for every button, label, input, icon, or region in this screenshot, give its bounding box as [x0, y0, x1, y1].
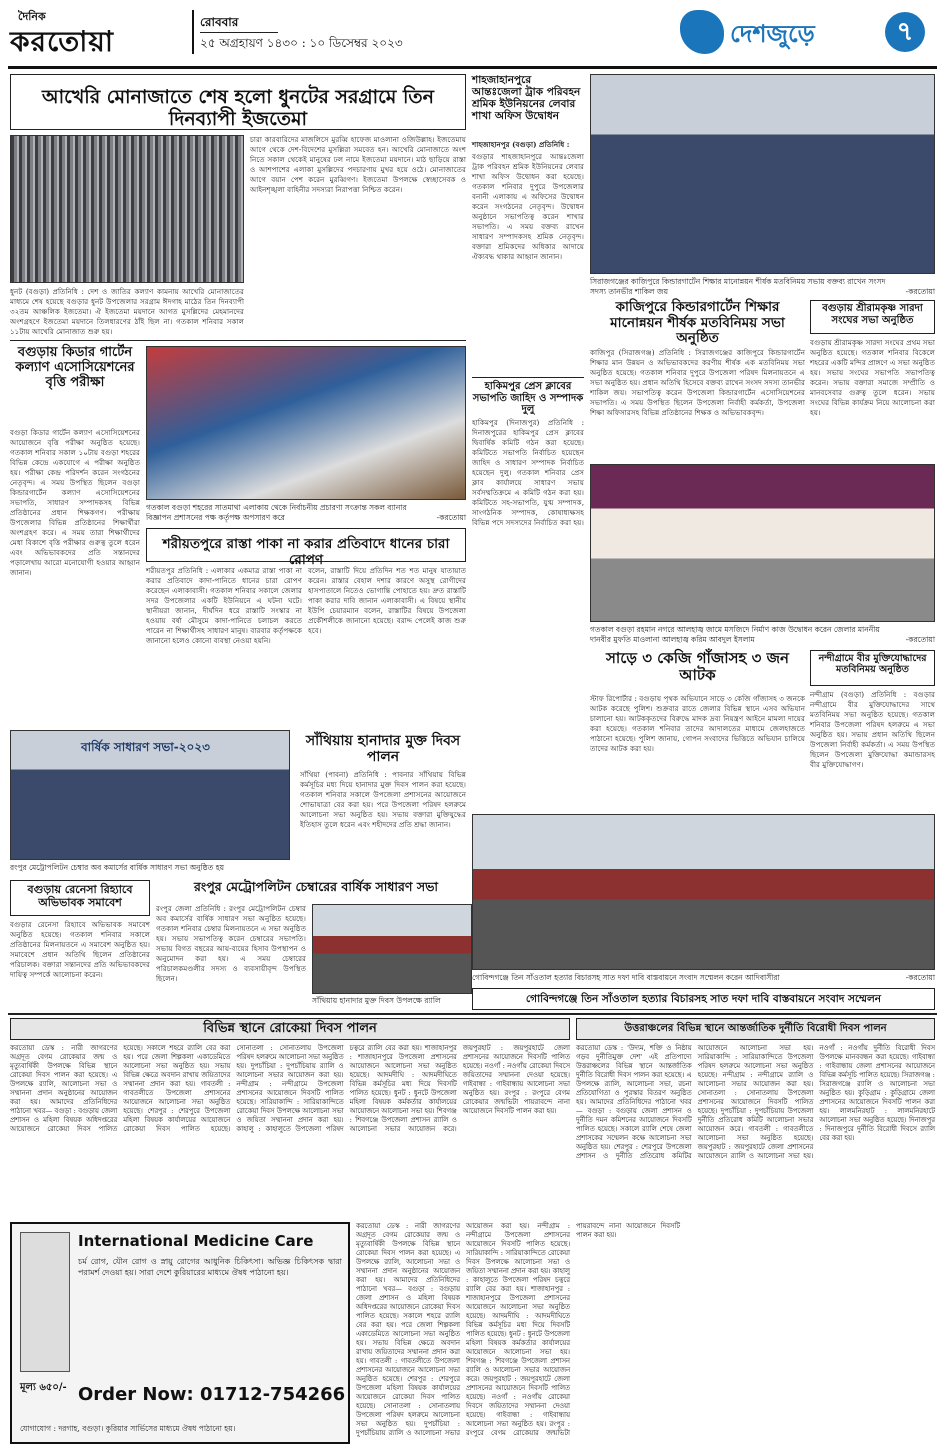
- renesa-headline: বগুড়ায় রেনেসা রিহ্যাবে অভিভাবক সমাবেশ: [27, 883, 133, 909]
- ijtema-headline-box: [10, 74, 466, 130]
- ijtema-body-cont: চারা কারবারিদের মাজলিসে মুরব্বি হাফেজ মাওলানা ওজিউল্লাহ। ইজতেমায় আগে থেকে দেশ-বিদেশের মুসল্লিরা সমবেত হন। আখেরি মোনাজাতে অংশ নিতে সকাল থেকেই মানুষের ঢল নামে ইজতেমা ময়দানে। মাঠ ছাড়িয়ে রাস্তা ও আশপাশের এলাকা মুসল্লিদের পদচারণায় মুখর হয়ে ওঠে। মোনাজাতের আগে বয়ান পেশ করেন মুরব্বিগণ। ইজতেমা উপলক্ষে স্বেচ্ছাসেবক ও আইনশৃঙ্খলা বাহিনীর সদস্যরা নিরাপত্তা নিশ্চিত করেন।: [250, 135, 466, 194]
- sarada-body: বগুড়ায় শ্রীরামকৃষ্ণ সারদা সংঘের প্রথম সভা অনুষ্ঠিত হয়েছে। গতকাল শনিবার বিকেলে শহরের একটি মন্দির প্রাঙ্গণে এ সভা অনুষ্ঠিত হয়। সভায় সংঘের সভাপতি সভাপতিত্ব করেন। সভায় বক্তারা সমাজে সম্প্রীতি ও মানবসেবার গুরুত্ব তুলে ধরেন। সভায় সংঘের বিভিন্ন কার্যক্রম নিয়ে আলোচনা করা হয়।: [810, 338, 935, 417]
- mosque-photo: [590, 464, 935, 622]
- rokeya-body-cont: করতোয়া ডেস্ক : নারী জাগরণের অগ্রদূত বেগম রোকেয়ার জন্ম ও মৃত্যুবার্ষিকী উপলক্ষে বিভিন্ন স্থানে রোকেয়া দিবস পালন করা হয়েছে। এ উপলক্ষে র‍্যালি, আলোচনা সভা ও সম্মাননা প্রদান অনুষ্ঠানের আয়োজন করা হয়। আমাদের প্রতিনিধিদের পাঠানো খবর— বগুড়া : বগুড়ায় জেলা প্রশাসন ও মহিলা বিষয়ক অধিদপ্তরের আয়োজনে রোকেয়া দিবস পালিত হয়েছে। সকালে শহরে র‍্যালি বের করা হয়। পরে জেলা শিল্পকলা একাডেমিতে আলোচনা সভা অনুষ্ঠিত হয়। সভায় বিভিন্ন ক্ষেত্রে অবদান রাখায় জয়িতাদের সম্মাননা প্রদান করা হয়। গাবতলী : গাবতলীতে উপজেলা প্রশাসনের আয়োজনে আলোচনা সভা অনুষ্ঠিত হয়েছে। শেরপুর : শেরপুরে উপজেলা মহিলা বিষয়ক কার্যালয়ের আয়োজনে রোকেয়া দিবস পালিত হয়েছে। সোনাতলা : সোনাতলায় উপজেলা পরিষদ হলরুমে আলোচনা সভা অনুষ্ঠিত হয়। দুপচাঁচিয়া : দুপচাঁচিয়ায় র‍্যালি ও আলোচনা সভার আয়োজন করা হয়। নন্দীগ্রাম : নন্দীগ্রামে উপজেলা প্রশাসনের আয়োজনে দিবসটি পালিত হয়েছে। সারিয়াকান্দি : সারিয়াকান্দিতে রোকেয়া দিবস উপলক্ষে আলোচনা সভা ও জয়িতা সম্মাননা প্রদান করা হয়। কাহালু : কাহালুতে উপজেলা পরিষদ চত্বরে র‍্যালি বের করা হয়। শাজাহানপুর : শাজাহানপুরে উপজেলা প্রশাসনের আয়োজনে আলোচনা সভা অনুষ্ঠিত হয়েছে। আদমদীঘি : আদমদীঘিতে বিভিন্ন কর্মসূচির মধ্য দিয়ে দিবসটি পালিত হয়েছে। ধুনট : ধুনটে উপজেলা মহিলা বিষয়ক কর্মকর্তার কার্যালয়ের আয়োজনে আলোচনা সভা হয়। শিবগঞ্জ : শিবগঞ্জে উপজেলা প্রশাসন র‍্যালি ও আলোচনা সভার আয়োজন করে। জয়পুরহাট : জয়পুরহাটে জেলা প্রশাসনের আয়োজনে দিবসটি পালিত হয়েছে। নওগাঁ : নওগাঁয় রোকেয়া দিবসে জয়িতাদের সম্মাননা দেওয়া হয়েছে। গাইবান্ধা : গাইবান্ধায় আলোচনা সভা অনুষ্ঠিত হয়। রংপুর : রংপুরে বেগম রোকেয়ার জন্মভিটা পায়রাবন্দে নানা আয়োজনে দিবসটি পালন করা হয়।: [356, 1222, 680, 1437]
- anticorruption-body: করতোয়া ডেস্ক : 'উদ্যম, শক্তি ও নিষ্ঠায় গড়ব দুর্নীতিমুক্ত দেশ' এই প্রতিপাদ্যে উত্তরাঞ্চলের বিভিন্ন স্থানে আন্তর্জাতিক দুর্নীতি বিরোধী দিবস পালন করা হয়েছে। এ উপলক্ষে র‍্যালি, আলোচনা সভা, রচনা প্রতিযোগিতা ও পুরস্কার বিতরণ অনুষ্ঠিত হয়। আমাদের প্রতিনিধিদের পাঠানো খবর— বগুড়া : বগুড়ায় জেলা প্রশাসন ও দুর্নীতি দমন কমিশনের আয়োজনে দিবসটি পালিত হয়েছে। সকালে র‍্যালি শেষে জেলা প্রশাসকের সম্মেলন কক্ষে আলোচনা সভা অনুষ্ঠিত হয়। শেরপুর : শেরপুরে উপজেলা প্রশাসন ও দুর্নীতি প্রতিরোধ কমিটির আয়োজনে আলোচনা সভা হয়। সারিয়াকান্দি : সারিয়াকান্দিতে উপজেলা পরিষদ হলরুমে আলোচনা সভা অনুষ্ঠিত হয়েছে। নন্দীগ্রাম : নন্দীগ্রামে র‍্যালি ও আলোচনা সভার আয়োজন করা হয়। সোনাতলা : সোনাতলায় উপজেলা প্রশাসনের আয়োজনে দিবসটি পালিত হয়েছে। দুপচাঁচিয়া : দুপচাঁচিয়ায় উপজেলা দুর্নীতি প্রতিরোধ কমিটি আলোচনা সভার আয়োজন করে। গাবতলী : গাবতলীতে আলোচনা সভা অনুষ্ঠিত হয়েছে। জয়পুরহাট : জয়পুরহাটে জেলা প্রশাসনের আয়োজনে র‍্যালি ও আলোচনা সভা হয়। নওগাঁ : নওগাঁয় দুর্নীতি বিরোধী দিবস উপলক্ষে মানববন্ধন করা হয়েছে। গাইবান্ধা : গাইবান্ধায় জেলা প্রশাসনের আয়োজনে বিভিন্ন কর্মসূচি পালিত হয়েছে। সিরাজগঞ্জ : সিরাজগঞ্জে র‍্যালি ও আলোচনা সভা অনুষ্ঠিত হয়। কুড়িগ্রাম : কুড়িগ্রামে জেলা প্রশাসনের আয়োজনে দিবসটি পালন করা হয়। লালমনিরহাট : লালমনিরহাটে আলোচনা সভা অনুষ্ঠিত হয়েছে। দিনাজপুর : দিনাজপুরে দুর্নীতি বিরোধী দিবসে র‍্যালি বের করা হয়।: [576, 1044, 935, 1160]
- section-title: দেশজুড়ে: [730, 20, 815, 48]
- kazipur-body: কাজিপুর (সিরাজগঞ্জ) প্রতিনিধি : সিরাজগঞ্জের কাজিপুরে কিন্ডারগার্টেন শিক্ষার মান উন্নয়ন ও অভিভাবকদের করণীয় শীর্ষক এক মতবিনিময় সভা অনুষ্ঠিত হয়েছে। গতকাল শনিবার দুপুরে উপজেলা পরিষদ মিলনায়তনে এ সভা অনুষ্ঠিত হয়। প্রধান অতিথি হিসেবে বক্তব্য রাখেন সংসদ সদস্য তানভীর শাকিল জয়। সভাপতিত্ব করেন উপজেলা কিন্ডারগার্টেন এসোসিয়েশনের সভাপতি। এ সময় উপস্থিত ছিলেন উপজেলা নির্বাহী কর্মকর্তা, উপজেলা শিক্ষা অফিসারসহ বিভিন্ন প্রতিষ্ঠানের শিক্ষক ও অভিভাবকবৃন্দ।: [590, 348, 805, 417]
- photo-credit: -করতোয়া: [905, 635, 935, 644]
- press-club-body: হাকিমপুর (দিনাজপুর) প্রতিনিধি : দিনাজপুরের হাকিমপুর প্রেস ক্লাবের দ্বিবার্ষিক কমিটি গঠন করা হয়েছে। কমিটিতে সভাপতি নির্বাচিত হয়েছেন জাহিদ ও সাধারণ সম্পাদক নির্বাচিত হয়েছেন দুলু। গতকাল শনিবার প্রেস ক্লাব কার্যালয়ে সাধারণ সভায় সর্বসম্মতিক্রমে এ কমিটি গঠন করা হয়। কমিটিতে সহ-সভাপতি, যুগ্ম সম্পাদক, সাংগঠনিক সম্পাদক, কোষাধ্যক্ষসহ বিভিন্ন পদে সদস্যদের নির্বাচিত করা হয়।: [472, 418, 584, 527]
- agm-banner-text: বার্ষিক সাধারণ সভা-২০২৩: [81, 740, 210, 754]
- mosque-caption: গতকাল বগুড়া রহমান নগরে আলহাজ্ব জামে মসজিদে নির্মাণ কাজ উদ্বোধন করেন জেলার মাননীয় দানবীর মুফতি মাওলানা আলহাজ্ব করিম আবদুল ইসলাম: [590, 625, 880, 644]
- ijtema-photo: [10, 135, 244, 283]
- shahjahanpur-headline: শাহজাহানপুরে আন্তঃজেলা ট্রাক পরিবহন শ্রমিক ইউনিয়নের লেবার শাখা অফিস উদ্বোধন: [472, 74, 581, 123]
- santhia-headline: সাঁথিয়ায় হানাদার মুক্ত দিবস পালন: [305, 733, 461, 766]
- govindaganj-headline: গোবিন্দগঞ্জে তিন সাঁওতাল হত্যার বিচারসহ সাত দফা দাবি বাস্তবায়নে সংবাদ সম্মেলন: [525, 993, 882, 1005]
- rokeya-body: করতোয়া ডেস্ক : নারী জাগরণের অগ্রদূত বেগম রোকেয়ার জন্ম ও মৃত্যুবার্ষিকী উপলক্ষে বিভিন্ন স্থানে রোকেয়া দিবস পালন করা হয়েছে। এ উপলক্ষে র‍্যালি, আলোচনা সভা ও সম্মাননা প্রদান অনুষ্ঠানের আয়োজন করা হয়। আমাদের প্রতিনিধিদের পাঠানো খবর— বগুড়া : বগুড়ায় জেলা প্রশাসন ও মহিলা বিষয়ক অধিদপ্তরের আয়োজনে রোকেয়া দিবস পালিত হয়েছে। সকালে শহরে র‍্যালি বের করা হয়। পরে জেলা শিল্পকলা একাডেমিতে আলোচনা সভা অনুষ্ঠিত হয়। সভায় বিভিন্ন ক্ষেত্রে অবদান রাখায় জয়িতাদের সম্মাননা প্রদান করা হয়। গাবতলী : গাবতলীতে উপজেলা প্রশাসনের আয়োজনে আলোচনা সভা অনুষ্ঠিত হয়েছে। শেরপুর : শেরপুরে উপজেলা মহিলা বিষয়ক কার্যালয়ের আয়োজনে রোকেয়া দিবস পালিত হয়েছে। সোনাতলা : সোনাতলায় উপজেলা পরিষদ হলরুমে আলোচনা সভা অনুষ্ঠিত হয়। দুপচাঁচিয়া : দুপচাঁচিয়ায় র‍্যালি ও আলোচনা সভার আয়োজন করা হয়। নন্দীগ্রাম : নন্দীগ্রামে উপজেলা প্রশাসনের আয়োজনে দিবসটি পালিত হয়েছে। সারিয়াকান্দি : সারিয়াকান্দিতে রোকেয়া দিবস উপলক্ষে আলোচনা সভা ও জয়িতা সম্মাননা প্রদান করা হয়। কাহালু : কাহালুতে উপজেলা পরিষদ চত্বরে র‍্যালি বের করা হয়। শাজাহানপুর : শাজাহানপুরে উপজেলা প্রশাসনের আয়োজনে আলোচনা সভা অনুষ্ঠিত হয়েছে। আদমদীঘি : আদমদীঘিতে বিভিন্ন কর্মসূচির মধ্য দিয়ে দিবসটি পালিত হয়েছে। ধুনট : ধুনটে উপজেলা মহিলা বিষয়ক কর্মকর্তার কার্যালয়ের আয়োজনে আলোচনা সভা হয়। শিবগঞ্জ : শিবগঞ্জে উপজেলা প্রশাসন র‍্যালি ও আলোচনা সভার আয়োজন করে। জয়পুরহাট : জয়পুরহাটে জেলা প্রশাসনের আয়োজনে দিবসটি পালিত হয়েছে। নওগাঁ : নওগাঁয় রোকেয়া দিবসে জয়িতাদের সম্মাননা দেওয়া হয়েছে। গাইবান্ধা : গাইবান্ধায় আলোচনা সভা অনুষ্ঠিত হয়। রংপুর : রংপুরে বেগম রোকেয়ার জন্মভিটা পায়রাবন্দে নানা আয়োজনে দিবসটি পালন করা হয়।: [10, 1044, 570, 1133]
- ad-text: চর্ম রোগ, যৌন রোগ ও স্নায়ু রোগের আধুনিক চিকিৎসা। অভিজ্ঞ চিকিৎসক দ্বারা পরামর্শ দেওয়া হয়। সারা দেশে কুরিয়ারের মাধ্যমে ঔষধ পাঠানো হয়।: [78, 1257, 342, 1277]
- renesa-headline-box: [10, 880, 150, 916]
- page-number: ৭: [885, 12, 925, 52]
- chamber-headline: রংপুর মেট্রোপলিটন চেম্বারের বার্ষিক সাধারণ সভা: [193, 879, 439, 894]
- photo-credit: -করতোয়া: [905, 973, 935, 982]
- photo-credit: -করতোয়া: [436, 513, 466, 522]
- kazipur-caption: সিরাজগঞ্জের কাজিপুরে কিন্ডারগার্টেন শিক্ষার মানোন্নয়ন শীর্ষক মতবিনিময় সভায় বক্তব্য রাখেন সংসদ সদস্য তানভীর শাকিল জয়: [590, 277, 886, 296]
- freedom-fighter-body: নন্দীগ্রাম (বগুড়া) প্রতিনিধি : বগুড়ার নন্দীগ্রামে বীর মুক্তিযোদ্ধাদের সাথে মতবিনিময় সভা অনুষ্ঠিত হয়েছে। গতকাল শনিবার উপজেলা পরিষদ হলরুমে এ সভা অনুষ্ঠিত হয়। সভায় প্রধান অতিথি ছিলেন উপজেলা নির্বাহী কর্মকর্তা। এ সময় উপস্থিত ছিলেন উপজেলা মুক্তিযোদ্ধা কমান্ডারসহ বীর মুক্তিযোদ্ধাগণ।: [810, 690, 935, 769]
- anticorruption-headline-box: [576, 1018, 935, 1040]
- sarada-headline: বগুড়ায় শ্রীরামকৃষ্ণ সারদা সংঘের সভা অনুষ্ঠিত: [822, 303, 923, 326]
- press-club-headline: হাকিমপুর প্রেস ক্লাবের সভাপতি জাহিদ ও সম্পাদক দুলু: [472, 381, 584, 415]
- rally-photo: [472, 814, 935, 970]
- chamber-body: রংপুর জেলা প্রতিনিধি : রংপুর মেট্রোপলিটন চেম্বার অব কমার্সের বার্ষিক সাধারণ সভা অনুষ্ঠিত হয়েছে। গতকাল শনিবার চেম্বার মিলনায়তনে এ সভা অনুষ্ঠিত হয়। সভায় সভাপতিত্ব করেন চেম্বারের সভাপতি। সভায় বিগত বছরের আয়-ব্যয়ের হিসাব উপস্থাপন ও অনুমোদন করা হয়। এ সময় চেম্বারের পরিচালকমণ্ডলীর সদস্য ও ব্যবসায়ীবৃন্দ উপস্থিত ছিলেন।: [156, 904, 306, 983]
- shahjahanpur-body: বগুড়ার শাহজাহানপুরে আন্তঃজেলা ট্রাক পরিবহন শ্রমিক ইউনিয়নের লেবার শাখা অফিস উদ্বোধন করা হয়েছে। গতকাল শনিবার দুপুরে উপজেলার বনানী এলাকায় এ অফিসের উদ্বোধন করেন সংগঠনের নেতৃবৃন্দ। উদ্বোধন অনুষ্ঠানে সভাপতিত্ব করেন শাখার সভাপতি। এ সময় বক্তব্য রাখেন সাধারণ সম্পাদকসহ শ্রমিক নেতৃবৃন্দ। বক্তারা শ্রমিকদের অধিকার আদায়ে ঐক্যবদ্ধ থাকার আহ্বান জানান।: [472, 152, 584, 261]
- shariatpur-headline: শরীয়তপুরে রাস্তা পাকা না করার প্রতিবাদে ধানের চারা রোপণ: [162, 536, 450, 568]
- header-divider: [192, 10, 194, 54]
- kg-body: বগুড়া কিডার গার্টেন কল্যাণ এসোসিয়েশনের আয়োজনে বৃত্তি পরীক্ষা অনুষ্ঠিত হয়েছে। গতকাল শনিবার সকাল ১০টায় বগুড়া শহরের বিভিন্ন কেন্দ্রে একযোগে এ পরীক্ষা অনুষ্ঠিত হয়। পরীক্ষা কেন্দ্র পরিদর্শন করেন সংগঠনের নেতৃবৃন্দ। এ সময় উপস্থিত ছিলেন বগুড়া কিন্ডারগার্টেন কল্যাণ এসোসিয়েশনের সভাপতি, সাধারণ সম্পাদকসহ বিভিন্ন প্রতিষ্ঠানের প্রধান শিক্ষকগণ। পরীক্ষায় উপজেলার বিভিন্ন প্রতিষ্ঠানের শিক্ষার্থীরা অংশগ্রহণ করে। এ সময় তারা শিক্ষার্থীদের মেধা বিকাশে বৃত্তি পরীক্ষার গুরুত্ব তুলে ধরেন এবং অভিভাবকদের প্রতি সন্তানদের পড়ালেখায় আরো মনোযোগী হওয়ার আহ্বান জানান।: [10, 428, 140, 577]
- masthead-name: করতোয়া: [10, 25, 114, 58]
- govindaganj-headline-box: [472, 988, 935, 1010]
- kazipur-headline: কাজিপুরে কিন্ডারগার্টেন শিক্ষার মানোন্নয়ন শীর্ষক মতবিনিময় সভা অনুষ্ঠিত: [610, 299, 785, 347]
- santhia-body: সাঁথিয়া (পাবনা) প্রতিনিধি : পাবনার সাঁথিয়ায় বিভিন্ন কর্মসূচির মধ্য দিয়ে হানাদার মুক্ত দিবস পালন করা হয়েছে। গতকাল শনিবার সকালে উপজেলা প্রশাসনের আয়োজনে শোভাযাত্রা বের করা হয়। পরে উপজেলা পরিষদ হলরুমে আলোচনা সভা অনুষ্ঠিত হয়। সভায় বক্তারা মুক্তিযুদ্ধের ইতিহাস তুলে ধরেন এবং শহীদদের প্রতি শ্রদ্ধা জানান।: [300, 770, 466, 829]
- ad-order-label: Order Now:: [78, 1384, 194, 1405]
- street-caption: গতকাল বগুড়া শহরের সাতমাথা এলাকায় থেকে নির্বাচনীয় প্রচারণা সংক্রান্ত সকল ব্যানার বিজ্ঞাপন প্রশাসনের পক্ষ কর্তৃপক্ষ অপসারণ করে: [146, 503, 407, 522]
- anticorruption-headline: উত্তরাঞ্চলের বিভিন্ন স্থানে আন্তর্জাতিক দুর্নীতি বিরোধী দিবস পালন: [624, 1023, 887, 1034]
- ad-footer: যোগাযোগ : দরগাহ, বগুড়া। কুরিয়ার সার্ভিসের মাধ্যমে ঔষধ পাঠানো হয়।: [20, 1424, 236, 1433]
- agm-caption: রংপুর মেট্রোপলিটন চেম্বার অব কমার্সের বার্ষিক সাধারণ সভা অনুষ্ঠিত হয়: [10, 863, 225, 872]
- rokeya-headline-box: [10, 1018, 570, 1040]
- freedom-fighter-headline-box: [810, 650, 935, 686]
- ganja-headline: সাড়ে ৩ কেজি গাঁজাসহ ৩ জন আটক: [605, 649, 789, 685]
- ijtema-body: ধুনট (বগুড়া) প্রতিনিধি : দেশ ও জাতির কল্যাণ কামনায় আখেরি মোনাজাতের মাধ্যমে শেষ হয়েছে বগুড়ার ধুনট উপজেলার সরগ্রাম ঈদগাহ মাঠের তিন দিনব্যাপী ৩২তম আঞ্চলিক ইজতেমা। ঐ ইজতেমা ময়দানে আগত মুসল্লিদের মেহমানদের অংশগ্রহণে ইজতেমা ময়দানে তিলধারণের ঠাঁই ছিল না। গতকাল শনিবার সকাল ১১টায় আখেরি মোনাজাত শুরু হয়।: [10, 287, 244, 336]
- issue-full-date: ২৫ অগ্রহায়ণ ১৪৩০ : ১০ ডিসেম্বর ২০২৩: [200, 36, 403, 50]
- medicine-bottle-image: [20, 1232, 70, 1372]
- ganja-body: স্টাফ রিপোর্টার : বগুড়ায় পৃথক অভিযানে সাড়ে ৩ কেজি গাঁজাসহ ৩ জনকে আটক করেছে পুলিশ। শুক্রবার রাতে জেলার বিভিন্ন স্থানে এসব অভিযান চালানো হয়। আটককৃতদের বিরুদ্ধে মাদক দ্রব্য নিয়ন্ত্রণ আইনে মামলা দায়ের করা হয়েছে। গতকাল শনিবার তাদের আদালতের মাধ্যমে জেলহাজতে পাঠানো হয়েছে। পুলিশ জানায়, গোপন সংবাদের ভিত্তিতে অভিযান চালিয়ে তাদের আটক করা হয়।: [590, 694, 805, 753]
- shahjahanpur-byline: শাহজাহানপুর (বগুড়া) প্রতিনিধি :: [472, 140, 570, 149]
- shariatpur-headline-box: [146, 528, 466, 568]
- kg-headline: বগুড়ায় কিডার গার্টেন কল্যাণ এসোসিয়েশনের বৃত্তি পরীক্ষা: [15, 345, 135, 390]
- ijtema-headline: আখেরি মোনাজাতে শেষ হলো ধুনটের সরগ্রামে তিন দিনব্যাপী ইজতেমা: [42, 86, 434, 130]
- section-header: [680, 8, 930, 58]
- issue-day: রোববার: [200, 12, 278, 33]
- ad-title: International Medicine Care: [78, 1232, 314, 1250]
- shariatpur-body-cont: বলেন, রাস্তাটি দিয়ে প্রতিদিন শত শত মানুষ যাতায়াত করেন। রাস্তার বেহাল দশার কারণে অসুস্থ রোগীদের হাসপাতালে নিতেও ভোগান্তি পোহাতে হয়। দ্রুত রাস্তাটি পাকা করার দাবি জানান এলাকাবাসী। এ বিষয়ে স্থানীয় ইউপি চেয়ারম্যান বলেন, রাস্তাটির বিষয়ে উপজেলা প্রকৌশলীকে জানানো হয়েছে। বরাদ্দ পেলেই কাজ শুরু হবে।: [308, 566, 466, 635]
- kazipur-photo: [590, 74, 935, 274]
- rokeya-headline: বিভিন্ন স্থানে রোকেয়া দিবস পালন: [203, 1021, 377, 1036]
- rule: [10, 340, 466, 341]
- medicine-ad: [10, 1222, 350, 1444]
- santhia-caption: সাঁথিয়ায় হানাদার মুক্ত দিবস উপলক্ষে র‍্যালি: [312, 996, 441, 1005]
- header-rule: [8, 66, 937, 69]
- issue-date: [200, 12, 620, 62]
- agm-photo: [10, 730, 290, 860]
- ad-phone: 01712-754266: [199, 1384, 346, 1405]
- bangladesh-map-icon: [680, 10, 724, 54]
- photo-credit: -করতোয়া: [905, 287, 935, 296]
- bottom-rule: [8, 1013, 937, 1015]
- rule: [472, 377, 584, 378]
- renesa-body: বগুড়ার রেনেসা রিহ্যাবে অভিভাবক সমাবেশ অনুষ্ঠিত হয়েছে। গতকাল শনিবার সকালে প্রতিষ্ঠানের মিলনায়তনে এ সমাবেশ অনুষ্ঠিত হয়। সমাবেশে প্রধান অতিথি ছিলেন প্রতিষ্ঠানের পরিচালক। বক্তারা সন্তানদের প্রতি অভিভাবকদের দায়িত্ব সম্পর্কে আলোচনা করেন।: [10, 920, 150, 979]
- santhia-photo: [312, 904, 472, 994]
- shariatpur-body: শরীয়তপুর প্রতিনিধি : এলাকার একমাত্র রাস্তা পাকা না করার প্রতিবাদে কাদা-পানিতে ধানের চারা রোপণ করেছেন এলাকাবাসী। গতকাল শনিবার সকালে জেলার সদর উপজেলার একটি ইউনিয়নে এ ঘটনা ঘটে। স্থানীয়রা জানান, দীর্ঘদিন ধরে রাস্তাটি সংস্কার না হওয়ায় বর্ষা মৌসুমে কাদা-পানিতে চলাচল করতে পারেন না শিক্ষার্থীসহ সাধারণ মানুষ। বারবার কর্তৃপক্ষকে জানানো হলেও কোনো ব্যবস্থা নেওয়া হয়নি।: [146, 566, 302, 645]
- ad-order: [78, 1384, 345, 1405]
- sarada-headline-box: [810, 300, 935, 334]
- ad-price: মূল্য ৬৫০/-: [20, 1382, 67, 1393]
- masthead: [10, 8, 190, 64]
- street-photo: [146, 346, 466, 500]
- masthead-small: দৈনিক: [18, 10, 46, 23]
- rally-caption: গোবিন্দগঞ্জে তিন সাঁওতাল হত্যার বিচারসহ সাত দফা দাবি বাস্তবায়নে সংবাদ সম্মেলন করেন আদিবাসীরা: [472, 973, 780, 982]
- freedom-fighter-headline: নন্দীগ্রামে বীর মুক্তিযোদ্ধাদের মতবিনিময় অনুষ্ঠিত: [818, 653, 927, 675]
